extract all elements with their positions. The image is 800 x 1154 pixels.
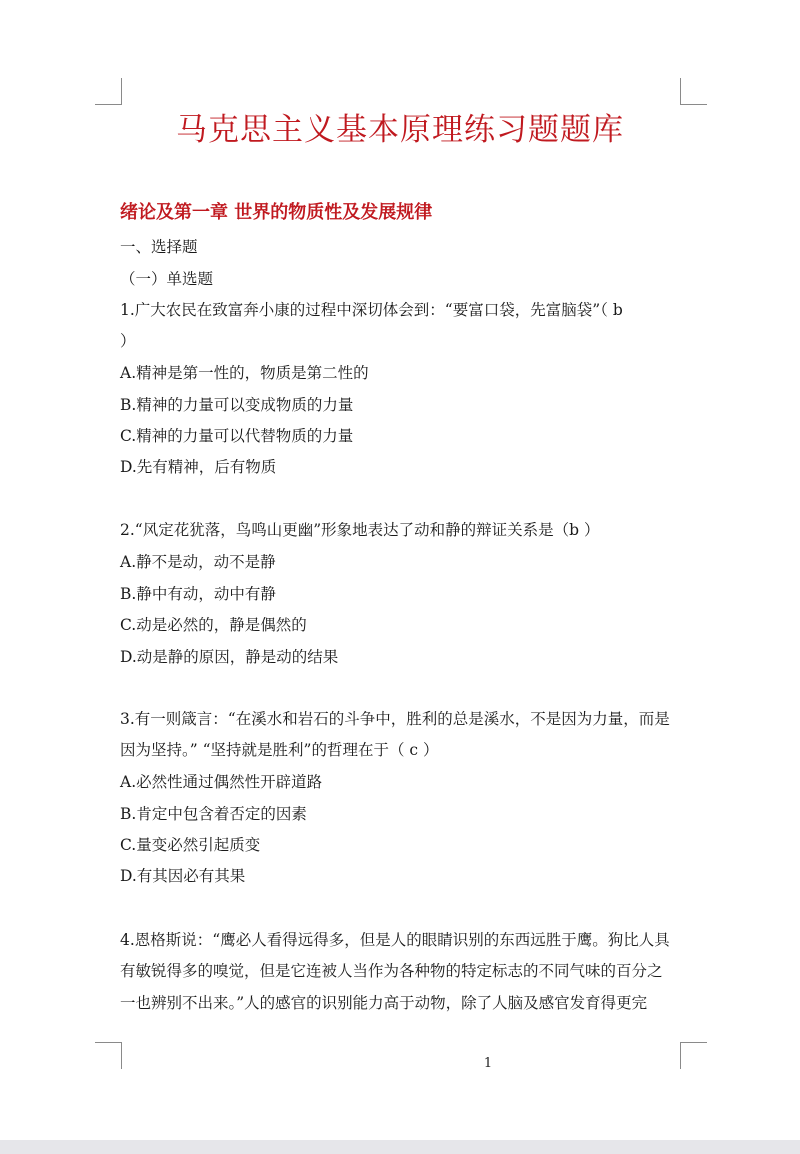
crop-mark-top-right	[680, 78, 707, 105]
question-2-option-b: B.静中有动，动中有静	[120, 585, 276, 603]
question-1-stem-line-1: 1.广大农民在致富奔小康的过程中深切体会到：“要富口袋，先富脑袋”（ b	[120, 301, 623, 319]
question-4-stem-line-1: 4.恩格斯说：“鹰必人看得远得多，但是人的眼睛识别的东西远胜于鹰。狗比人具	[120, 931, 670, 949]
question-4-stem-line-3: 一也辨别不出来。”人的感官的识别能力高于动物，除了人脑及感官发育得更完	[120, 994, 648, 1012]
chapter-heading: 绪论及第一章 世界的物质性及发展规律	[120, 202, 433, 223]
question-1-option-b: B.精神的力量可以变成物质的力量	[120, 396, 354, 414]
page-number: 1	[483, 1056, 493, 1071]
viewer-bottom-edge	[0, 1140, 800, 1154]
question-3-option-a: A.必然性通过偶然性开辟道路	[120, 773, 323, 791]
crop-mark-bottom-right	[680, 1042, 707, 1069]
question-2-option-d: D.动是静的原因，静是动的结果	[120, 648, 339, 666]
question-2-stem-line-1: 2.“风定花犹落，鸟鸣山更幽”形象地表达了动和静的辩证关系是（b ）	[120, 521, 600, 539]
question-3-option-d: D.有其因必有其果	[120, 867, 246, 885]
question-4-stem-line-2: 有敏锐得多的嗅觉，但是它连被人当作为各种物的特定标志的不同气味的百分之	[120, 962, 663, 980]
question-3-stem-line-1: 3.有一则箴言：“在溪水和岩石的斗争中，胜利的总是溪水，不是因为力量，而是	[120, 710, 670, 728]
question-1-option-a: A.精神是第一性的，物质是第二性的	[120, 364, 369, 382]
question-3-stem-line-2: 因为坚持。” “坚持就是胜利”的哲理在于（ c ）	[120, 741, 439, 759]
document-title: 马克思主义基本原理练习题题库	[176, 112, 624, 148]
question-3-option-b: B.肯定中包含着否定的因素	[120, 805, 307, 823]
question-2-option-a: A.静不是动，动不是静	[120, 553, 276, 571]
question-1-option-c: C.精神的力量可以代替物质的力量	[120, 427, 354, 445]
question-1-stem-line-2: ）	[120, 332, 136, 350]
question-1-option-d: D.先有精神，后有物质	[120, 458, 277, 476]
question-3-option-c: C.量变必然引起质变	[120, 836, 261, 854]
subsection-heading: （一）单选题	[120, 270, 214, 288]
section-heading: 一、选择题	[120, 238, 198, 256]
crop-mark-top-left	[95, 78, 122, 105]
question-2-option-c: C.动是必然的，静是偶然的	[120, 616, 307, 634]
crop-mark-bottom-left	[95, 1042, 122, 1069]
